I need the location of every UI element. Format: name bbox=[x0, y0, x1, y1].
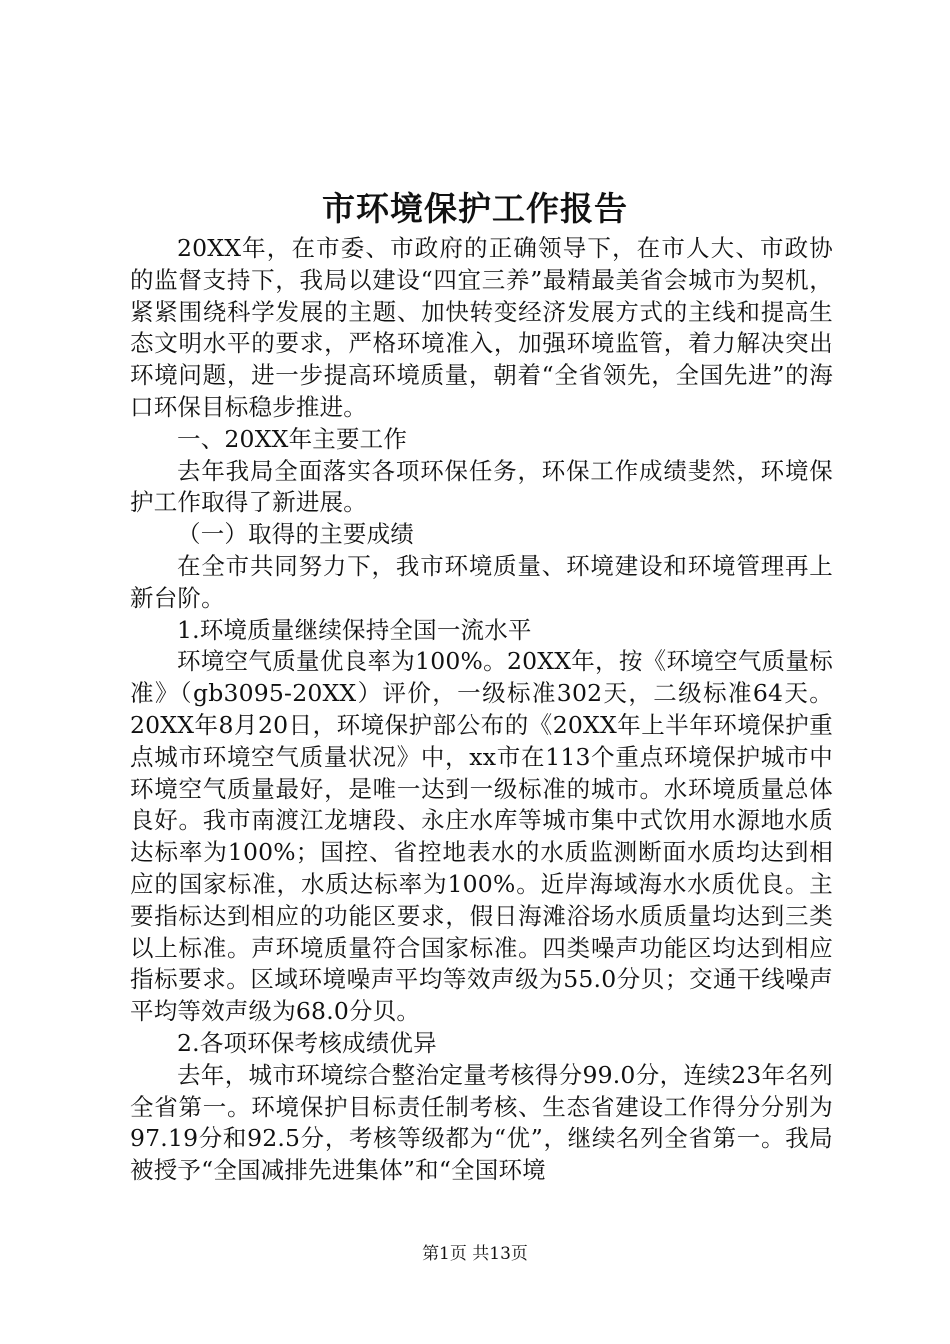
page-footer: 第1页 共13页 bbox=[422, 1244, 528, 1264]
paragraph-environment-quality: 环境空气质量优良率为100%。20XX年，按《环境空气质量标准》（gb3095-20XX）评价，一级标准302天，二级标准64天。20XX年8月20日，环境保护部公布的《20XX年上半年环境保护重点城市环境空气质量状况》中，xx市在113个重点环境保护城市中环境空气质量最好，是唯一达到一级标准的城市。水环境质量总体良好。我市南渡江龙塘段、永庄水库等城市集中式饮用水源地水质达标率为100%；国控、省控地表水的水质监测断面水质均达到相应的国家标准，水质达标率为100%。近岸海域海水水质优良。主要指标达到相应的功能区要求，假日海滩浴场水质质量均达到三类以上标准。声环境质量符合国家标准。四类噪声功能区均达到相应指标要求。区域环境噪声平均等效声级为55.0分贝；交通干线噪声平均等效声级为68.0分贝。 bbox=[130, 647, 833, 1026]
paragraph-overview: 去年我局全面落实各项环保任务，环保工作成绩斐然，环境保护工作取得了新进展。 bbox=[130, 456, 833, 517]
document-title: 市环境保护工作报告 bbox=[322, 189, 628, 228]
paragraph-assessment: 去年，城市环境综合整治定量考核得分99.0分，连续23年名列全省第一。环境保护目标责任制考核、生态省建设工作得分分别为97.19分和92.5分，考核等级都为“优”，继续名列全省第一。我局被授予“全国减排先进集体”和“全国环境 bbox=[130, 1060, 833, 1185]
document-body bbox=[130, 233, 833, 1187]
item-heading-environment-quality: 1.环境质量继续保持全国一流水平 bbox=[177, 615, 532, 644]
item-heading-assessment: 2.各项环保考核成绩优异 bbox=[177, 1028, 437, 1057]
intro-paragraph: 20XX年，在市委、市政府的正确领导下，在市人大、市政协的监督支持下，我局以建设“四宜三养”最精最美省会城市为契机，紧紧围绕科学发展的主题、加快转变经济发展方式的主线和提高生态文明水平的要求，严格环境准入，加强环境监管，着力解决突出环境问题，进一步提高环境质量，朝着“全省领先，全国先进”的海口环保目标稳步推进。 bbox=[130, 234, 833, 421]
paragraph-joint-effort: 在全市共同努力下，我市环境质量、环境建设和环境管理再上新台阶。 bbox=[130, 551, 833, 612]
subsection-heading-achievements: （一）取得的主要成绩 bbox=[177, 520, 414, 549]
section-heading-main-work: 一、20XX年主要工作 bbox=[177, 424, 408, 453]
